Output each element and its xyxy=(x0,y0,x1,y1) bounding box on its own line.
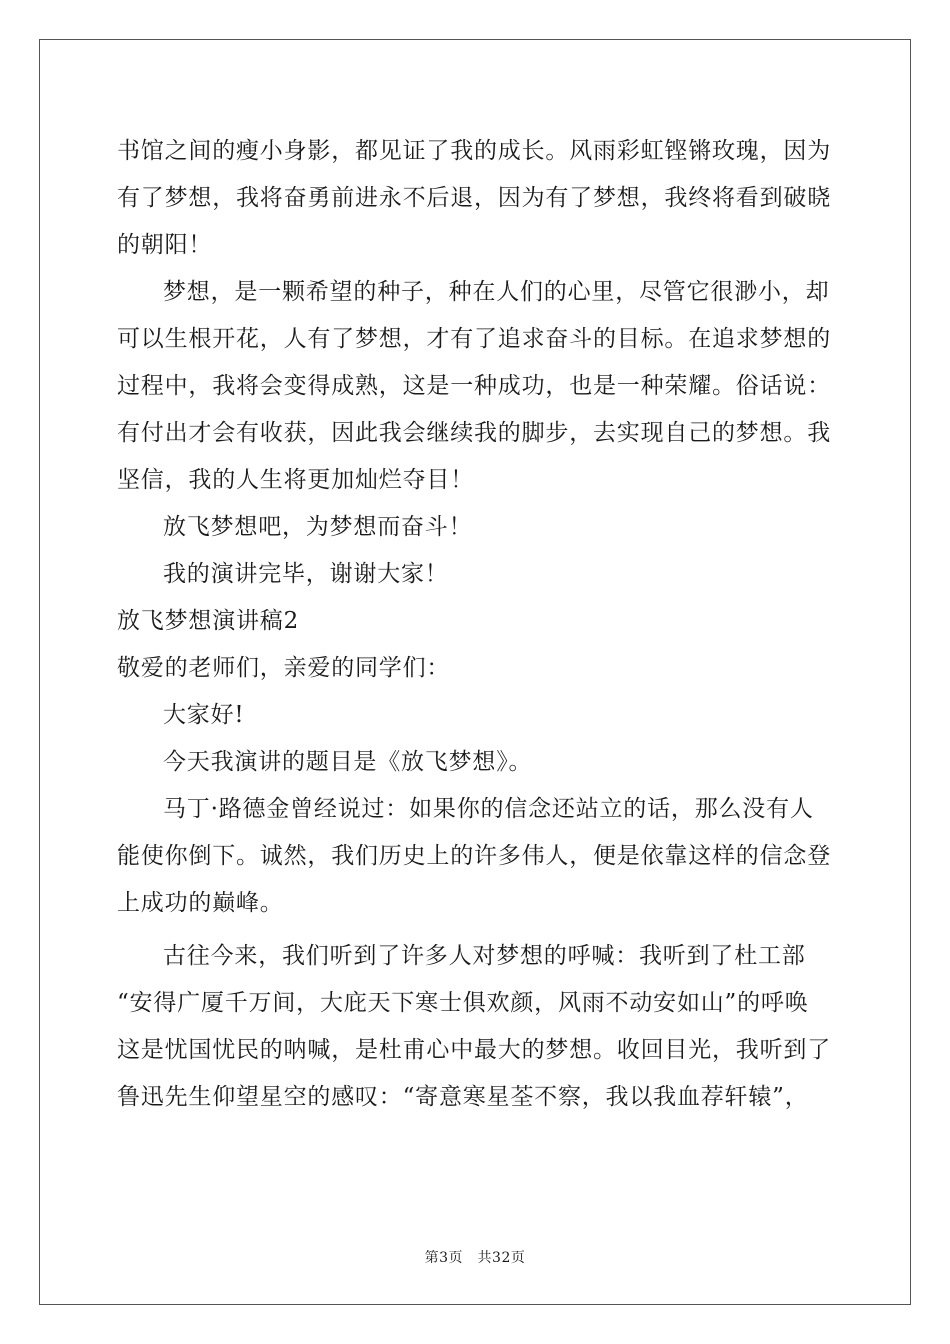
text-line: 有付出才会有收获，因此我会继续我的脚步，去实现自己的梦想。我 xyxy=(117,420,831,446)
text-line: 可以生根开花，人有了梦想，才有了追求奋斗的目标。在追求梦想的 xyxy=(117,326,831,352)
text-line: 这是忧国忧民的呐喊，是杜甫心中最大的梦想。收回目光，我听到了 xyxy=(117,1037,831,1063)
text-line: 坚信，我的人生将更加灿烂夺目！ xyxy=(117,467,474,493)
text-line: 过程中，我将会变得成熟，这是一种成功，也是一种荣耀。俗话说： xyxy=(117,373,831,399)
salutation: 敬爱的老师们，亲爱的同学们： xyxy=(117,655,451,681)
paragraph-start-line: 我的演讲完毕，谢谢大家！ xyxy=(163,561,449,587)
greeting: 大家好! xyxy=(163,702,245,728)
text-line: 书馆之间的瘦小身影，都见证了我的成长。风雨彩虹铿锵玫瑰，因为 xyxy=(117,138,831,164)
text-line: 的朝阳！ xyxy=(117,232,213,258)
section-title: 放飞梦想演讲稿2 xyxy=(117,608,300,634)
paragraph-start-line: 梦想，是一颗希望的种子，种在人们的心里，尽管它很渺小，却 xyxy=(163,279,830,305)
page-number-footer: 第3页 共32页 xyxy=(424,1250,526,1266)
paragraph-start-line: 马丁·路德金曾经说过：如果你的信念还站立的话，那么没有人 xyxy=(163,796,814,822)
paragraph-start-line: 放飞梦想吧，为梦想而奋斗！ xyxy=(163,514,473,540)
paragraph-start-line: 古往今来，我们听到了许多人对梦想的呼喊：我听到了杜工部 xyxy=(163,943,806,969)
text-line: 有了梦想，我将奋勇前进永不后退，因为有了梦想，我终将看到破晓 xyxy=(117,185,831,211)
text-line: “安得广厦千万间，大庇天下寒士俱欢颜，风雨不动安如山”的呼唤 xyxy=(117,990,809,1016)
paragraph-start-line: 今天我演讲的题目是《放飞梦想》。 xyxy=(163,749,533,775)
text-line: 能使你倒下。诚然，我们历史上的许多伟人，便是依靠这样的信念登 xyxy=(117,843,831,869)
text-line: 鲁迅先生仰望星空的感叹：“寄意寒星荃不察，我以我血荐轩辕”， xyxy=(117,1084,809,1110)
text-line: 上成功的巅峰。 xyxy=(117,890,284,916)
